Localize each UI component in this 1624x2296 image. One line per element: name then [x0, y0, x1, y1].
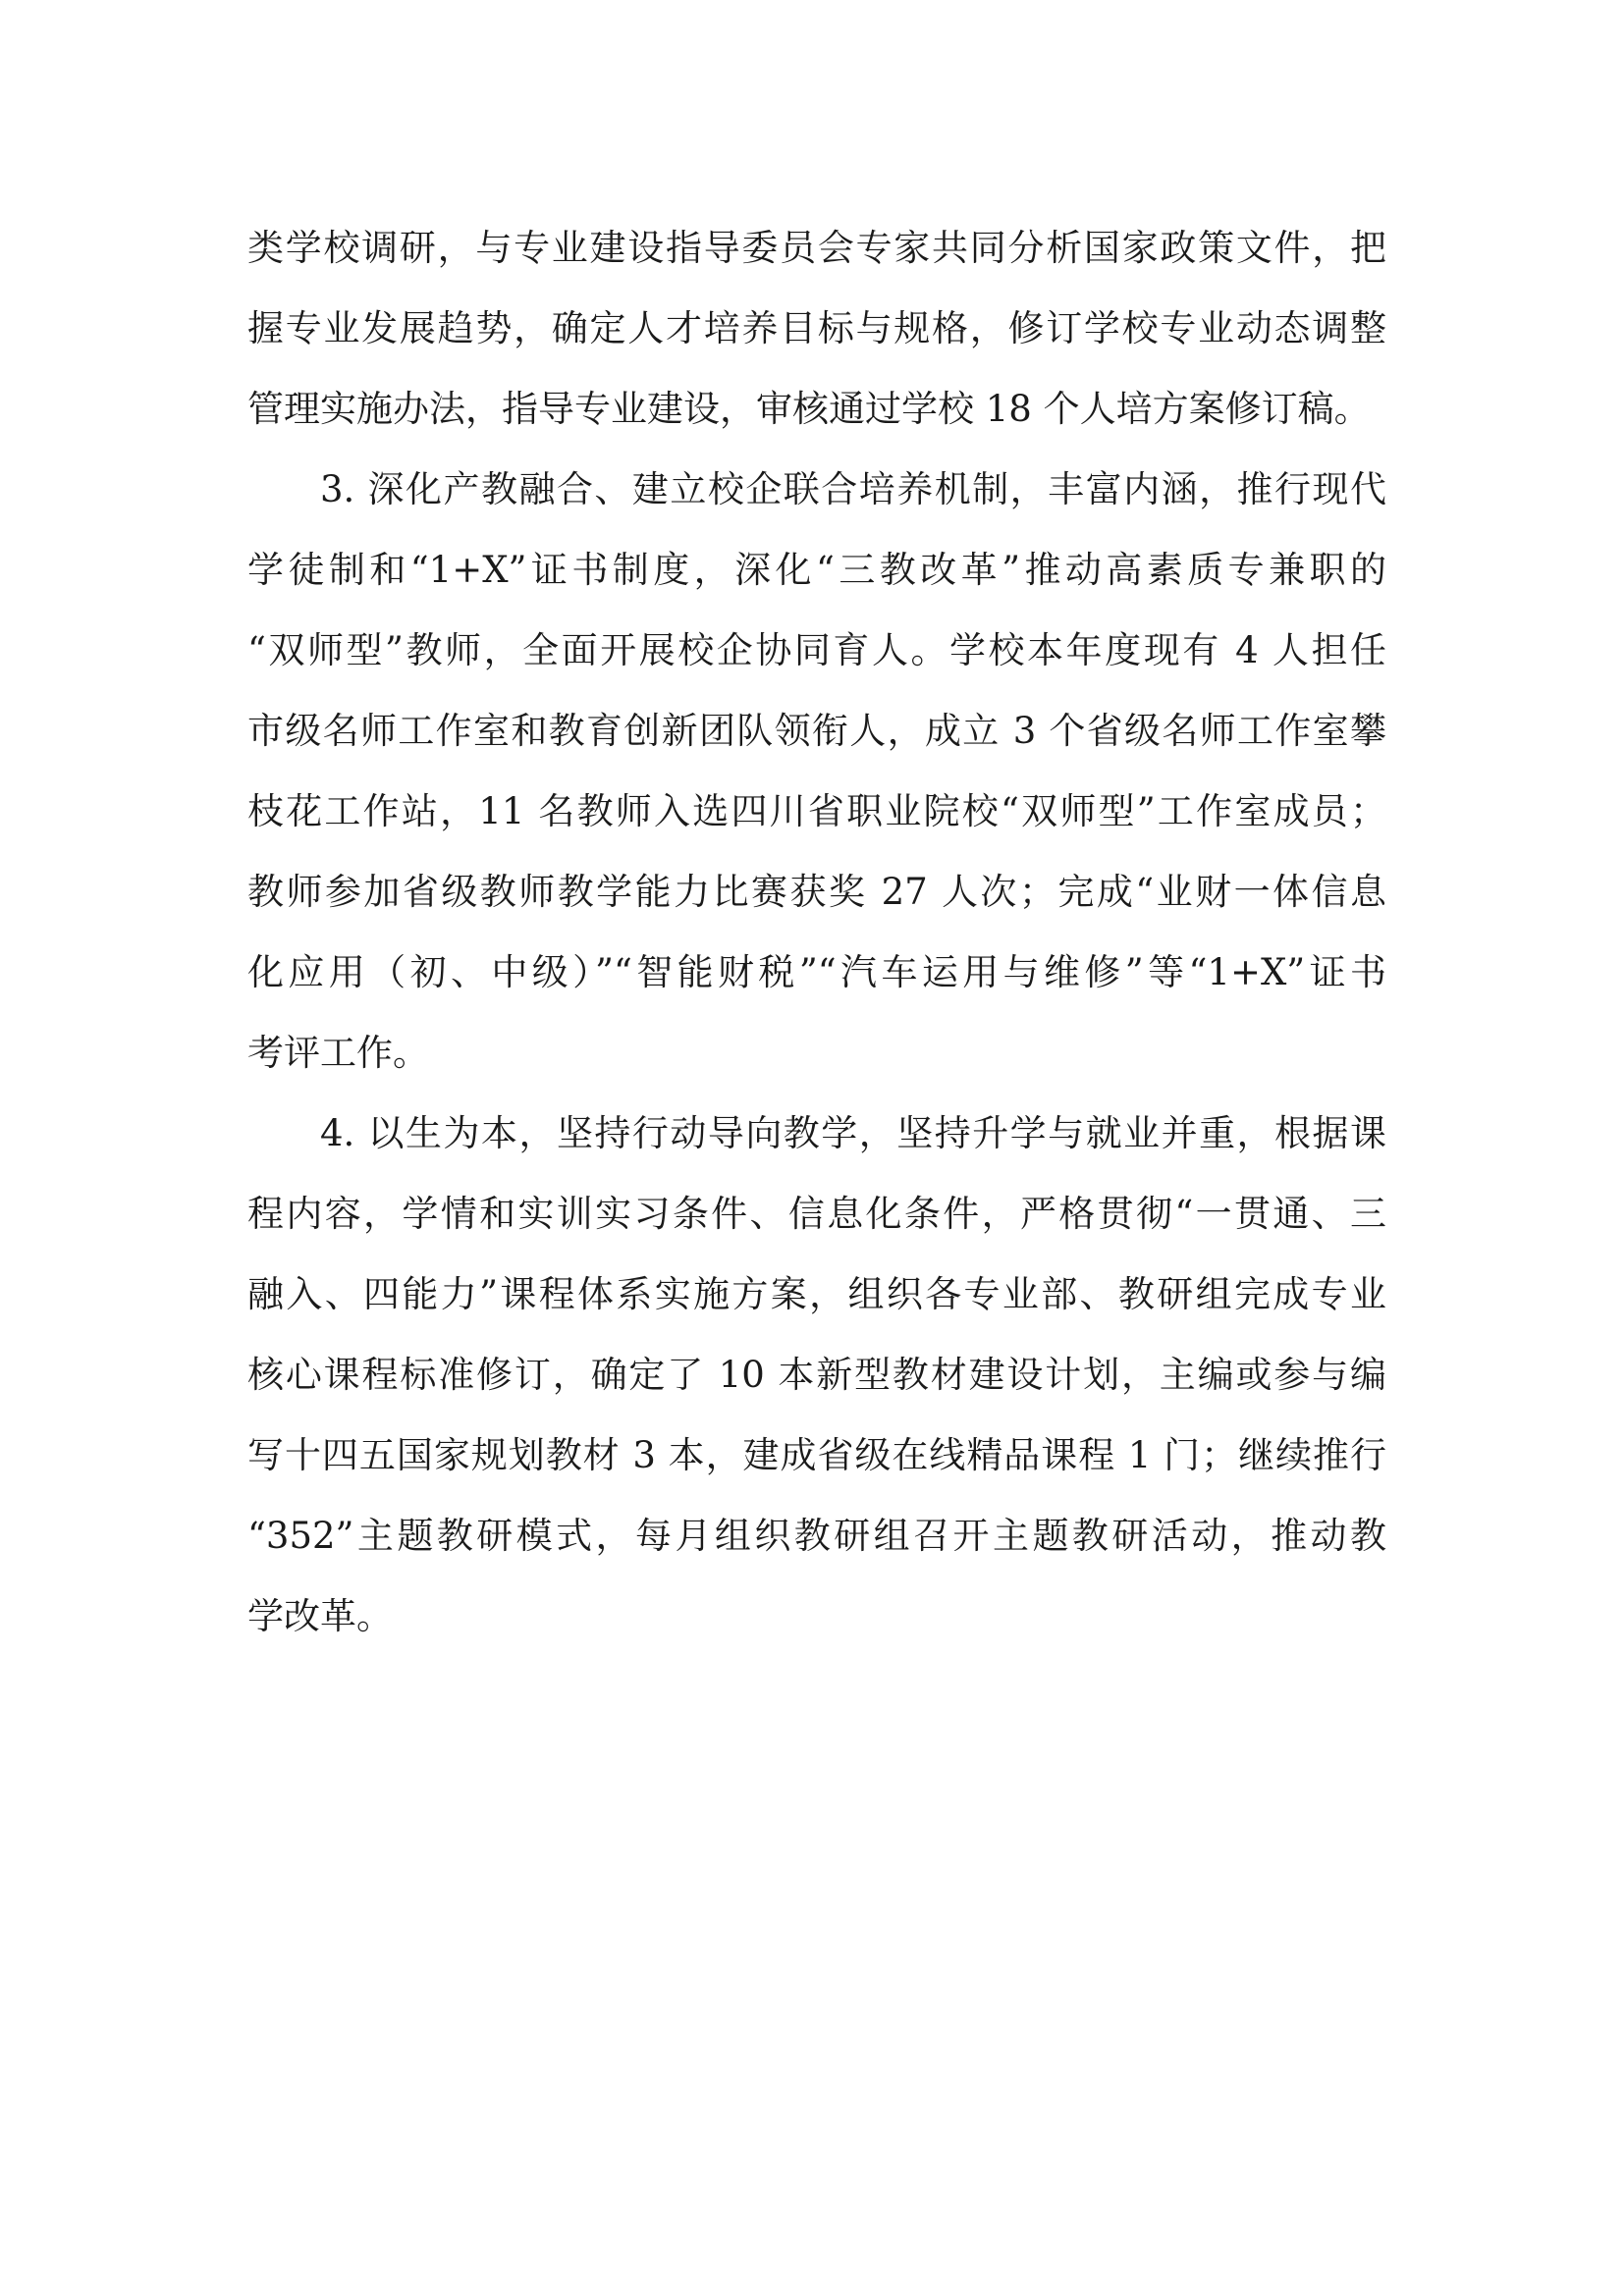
paragraph-3 [247, 1094, 1386, 1657]
text-line: 枝花工作站，11 名教师入选四川省职业院校“双师型”工作室成员； [247, 790, 1386, 832]
text-line: 市级名师工作室和教育创新团队领衔人，成立 3 个省级名师工作室攀 [247, 710, 1386, 752]
text-line: 化应用（初、中级）”“智能财税”“汽车运用与维修”等“1+X”证书 [247, 951, 1386, 993]
text-line: “352”主题教研模式，每月组织教研组召开主题教研活动，推动教 [247, 1515, 1386, 1557]
text-line: 考评工作。 [247, 1032, 429, 1074]
text-line: 类学校调研，与专业建设指导委员会专家共同分析国家政策文件，把 [247, 227, 1386, 269]
text-line: 学徒制和“1+X”证书制度，深化“三教改革”推动高素质专兼职的 [247, 549, 1386, 591]
text-line: 写十四五国家规划教材 3 本，建成省级在线精品课程 1 门；继续推行 [247, 1434, 1386, 1476]
text-line: 握专业发展趋势，确定人才培养目标与规格，修订学校专业动态调整 [247, 307, 1386, 349]
text-line: 4. 以生为本，坚持行动导向教学，坚持升学与就业并重，根据课 [320, 1112, 1386, 1154]
paragraph-1 [247, 208, 1386, 450]
paragraph-2 [247, 450, 1386, 1094]
text-line: 融入、四能力”课程体系实施方案，组织各专业部、教研组完成专业 [247, 1273, 1386, 1315]
text-line: 学改革。 [247, 1595, 393, 1637]
text-line: “双师型”教师，全面开展校企协同育人。学校本年度现有 4 人担任 [247, 629, 1386, 671]
body-text [247, 208, 1386, 1657]
text-line: 管理实施办法，指导专业建设，审核通过学校 18 个人培方案修订稿。 [247, 388, 1371, 430]
text-line: 教师参加省级教师教学能力比赛获奖 27 人次；完成“业财一体信息 [247, 871, 1386, 913]
text-line: 核心课程标准修订，确定了 10 本新型教材建设计划，主编或参与编 [247, 1354, 1386, 1396]
text-line: 3. 深化产教融合、建立校企联合培养机制，丰富内涵，推行现代 [320, 468, 1386, 510]
text-line: 程内容，学情和实训实习条件、信息化条件，严格贯彻“一贯通、三 [247, 1193, 1386, 1235]
